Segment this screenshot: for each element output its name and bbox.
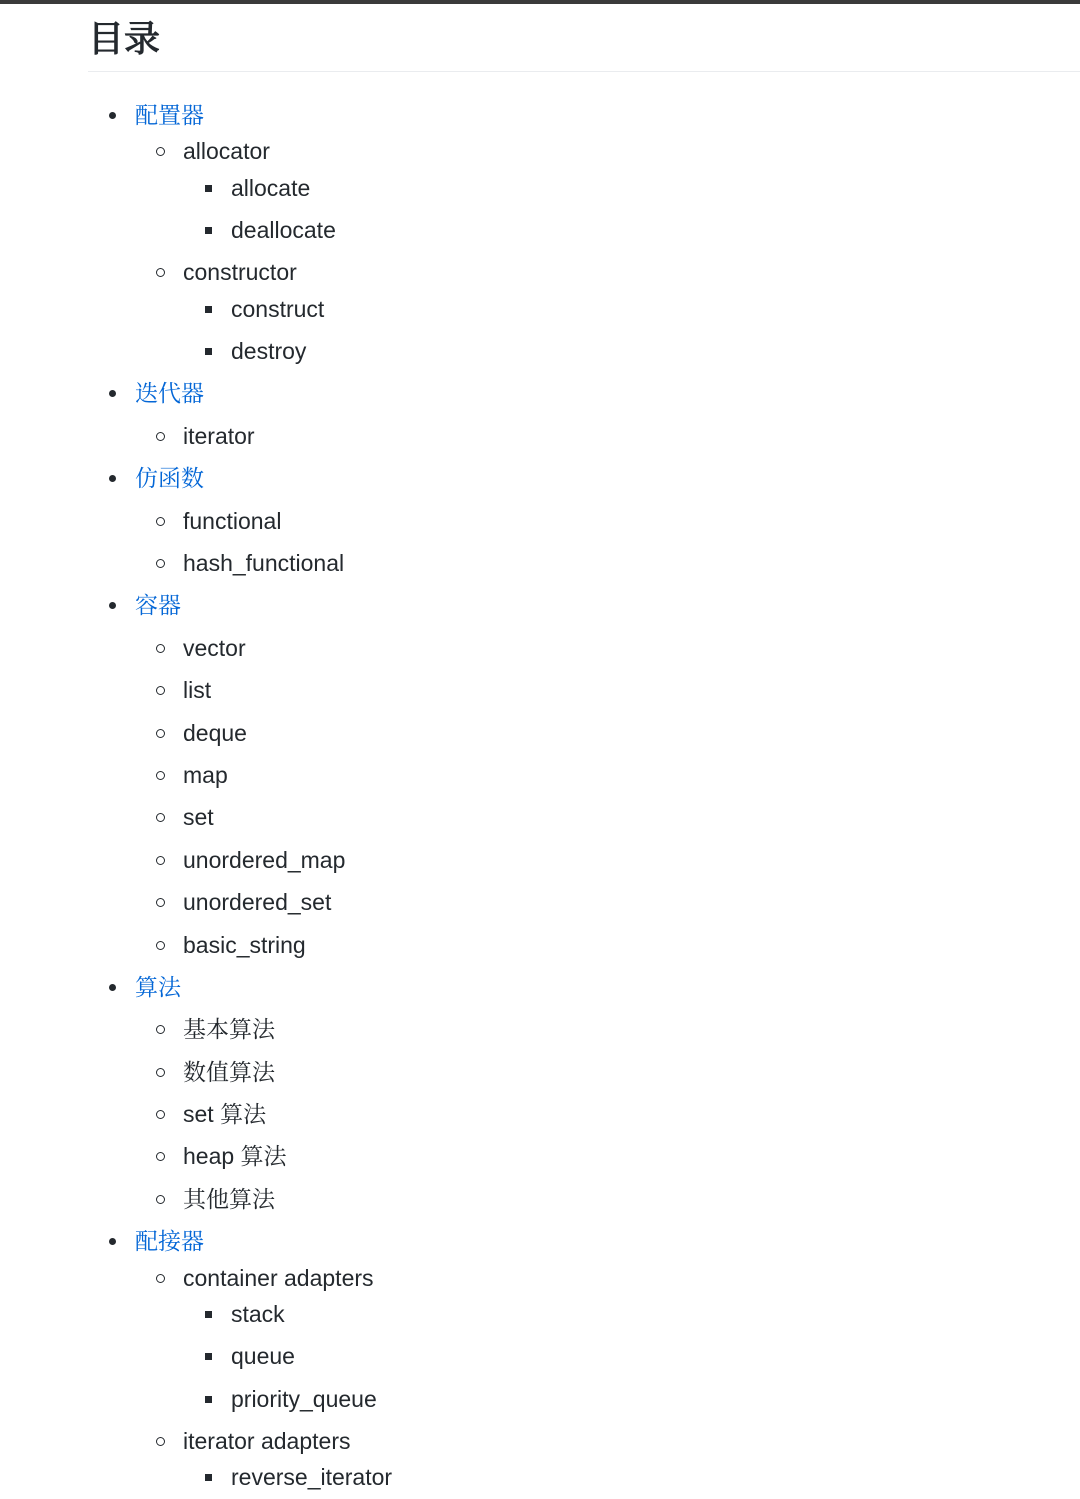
toc-link[interactable]: 仿函数 <box>135 465 204 492</box>
circle-bullet-icon <box>156 432 165 441</box>
toc-item-label: reverse_iterator <box>231 1464 393 1491</box>
toc-item-label: unordered_set <box>183 889 332 916</box>
circle-bullet-icon <box>156 1068 165 1077</box>
toc-item-label: 数值算法 <box>183 1058 275 1085</box>
toc-item-label: 基本算法 <box>183 1016 275 1043</box>
toc-item-label: set <box>183 804 214 831</box>
toc-item-label: allocator <box>183 138 270 165</box>
circle-bullet-icon <box>156 1152 165 1161</box>
toc-link[interactable]: 配接器 <box>135 1228 204 1255</box>
toc-item-label: functional <box>183 507 282 534</box>
circle-bullet-icon <box>156 1025 165 1034</box>
toc-link[interactable]: 迭代器 <box>135 380 204 407</box>
circle-bullet-icon <box>156 1195 165 1204</box>
circle-bullet-icon <box>156 771 165 780</box>
circle-bullet-icon <box>156 856 165 865</box>
square-bullet-icon <box>205 1396 212 1403</box>
toc-item-label: destroy <box>231 338 307 365</box>
toc-item-label: queue <box>231 1343 295 1370</box>
circle-bullet-icon <box>156 729 165 738</box>
circle-bullet-icon <box>156 941 165 950</box>
heading-divider <box>88 71 1080 72</box>
disc-bullet-icon <box>109 602 116 609</box>
toc-link[interactable]: 容器 <box>135 592 181 619</box>
toc-link[interactable]: 配置器 <box>135 102 204 128</box>
toc-item-label: hash_functional <box>183 550 345 577</box>
toc-item-label: list <box>183 677 212 704</box>
toc-item-label: heap 算法 <box>183 1143 287 1170</box>
square-bullet-icon <box>205 1311 212 1318</box>
toc-item-label: set 算法 <box>183 1101 267 1128</box>
circle-bullet-icon <box>156 1274 165 1283</box>
toc-item-label: stack <box>231 1300 285 1327</box>
square-bullet-icon <box>205 185 212 192</box>
circle-bullet-icon <box>156 898 165 907</box>
circle-bullet-icon <box>156 517 165 526</box>
circle-bullet-icon <box>156 1437 165 1446</box>
disc-bullet-icon <box>109 390 116 397</box>
toc-link[interactable]: 算法 <box>135 973 181 1000</box>
disc-bullet-icon <box>109 112 116 119</box>
toc-item-label: basic_string <box>183 931 306 958</box>
square-bullet-icon <box>205 348 212 355</box>
toc-item-label: map <box>183 761 228 788</box>
toc-item-label: priority_queue <box>231 1385 377 1412</box>
toc-item-label: vector <box>183 634 246 661</box>
toc-item-label: deque <box>183 719 247 746</box>
disc-bullet-icon <box>109 984 116 991</box>
circle-bullet-icon <box>156 559 165 568</box>
circle-bullet-icon <box>156 1110 165 1119</box>
circle-bullet-icon <box>156 268 165 277</box>
toc-item-label: iterator adapters <box>183 1428 351 1455</box>
toc-item-label: constructor <box>183 259 297 286</box>
toc-item-label: unordered_map <box>183 846 346 873</box>
circle-bullet-icon <box>156 147 165 156</box>
disc-bullet-icon <box>109 475 116 482</box>
square-bullet-icon <box>205 1474 212 1481</box>
square-bullet-icon <box>205 227 212 234</box>
disc-bullet-icon <box>109 1238 116 1245</box>
page-title: 目录 <box>88 18 161 59</box>
top-border <box>0 0 1080 4</box>
toc-item-label: 其他算法 <box>183 1185 275 1212</box>
toc-item-label: iterator <box>183 422 255 449</box>
circle-bullet-icon <box>156 686 165 695</box>
toc-item-label: deallocate <box>231 216 336 243</box>
toc-item-label: allocate <box>231 174 311 201</box>
square-bullet-icon <box>205 1353 212 1360</box>
square-bullet-icon <box>205 306 212 313</box>
circle-bullet-icon <box>156 644 165 653</box>
toc-item-label: container adapters <box>183 1264 374 1291</box>
toc-item-label: construct <box>231 295 325 322</box>
circle-bullet-icon <box>156 813 165 822</box>
